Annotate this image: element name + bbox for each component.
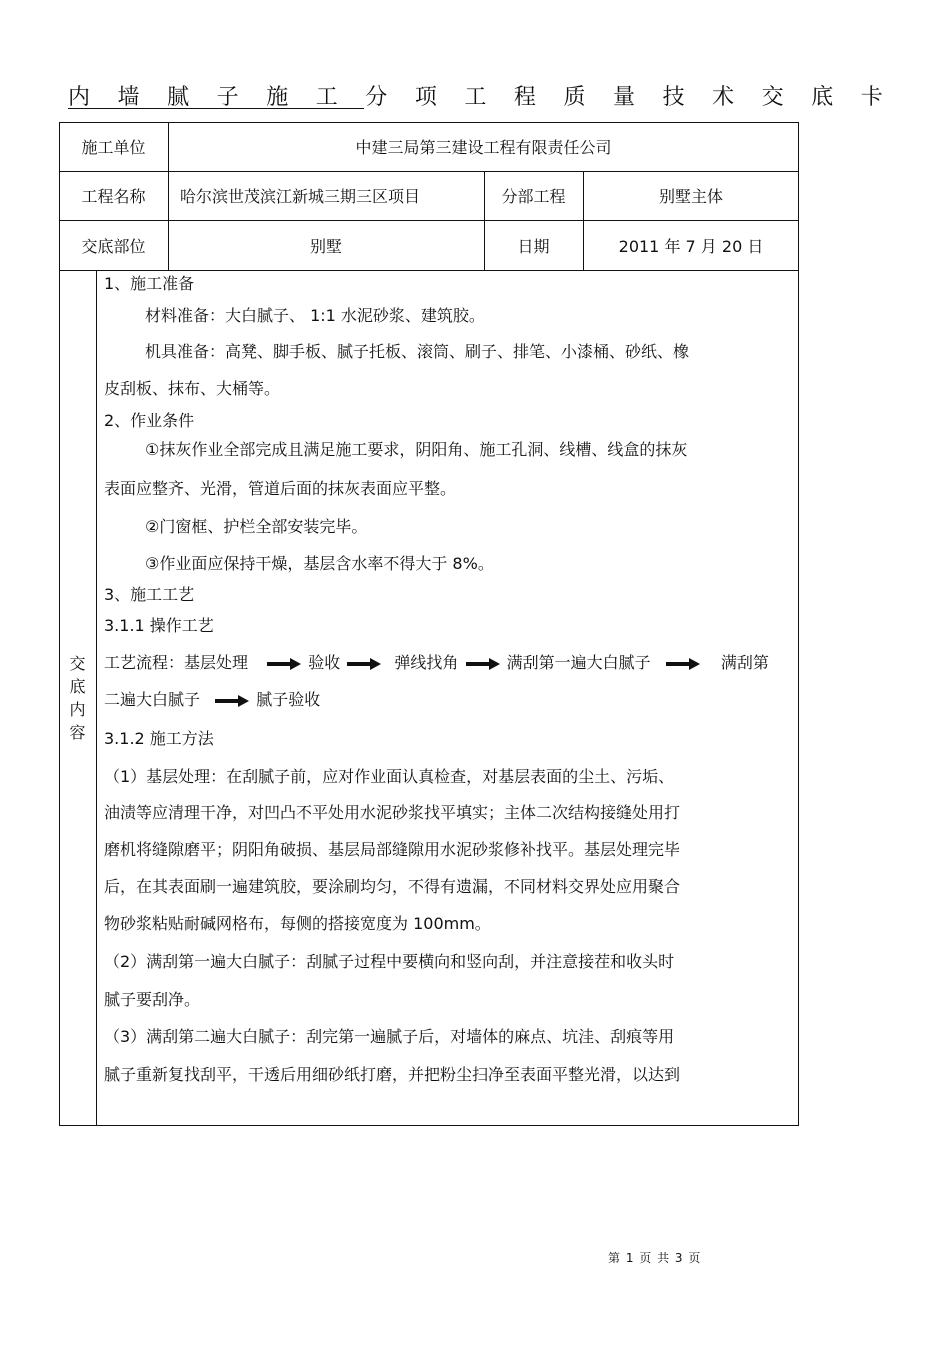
subsection-heading: 3.1.1 操作工艺 (104, 616, 214, 635)
paragraph-line: 皮刮板、抹布、大桶等。 (104, 379, 281, 398)
subsection-heading: 3.1.2 施工方法 (104, 729, 214, 748)
title-char: 项 (414, 84, 437, 110)
paragraph-line: ①抹灰作业全部完成且满足施工要求，阴阳角、施工孔洞、线槽、线盒的抹灰 (145, 440, 688, 459)
side-label-char: 内 (69, 700, 86, 719)
location-label: 交底部位 (81, 236, 146, 256)
title-char: 内 (68, 84, 91, 110)
process-flow-row (104, 688, 320, 712)
title-char: 工 (464, 84, 487, 110)
flow-step: 满刮第 (720, 653, 769, 672)
content-side-label (59, 652, 96, 744)
process-flow-row (104, 651, 769, 675)
title-char: 工 (315, 84, 338, 110)
title-char: 术 (712, 84, 735, 110)
subproject-value: 别墅主体 (658, 187, 723, 206)
title-char: 子 (216, 84, 239, 110)
arrow-right-icon (666, 658, 700, 670)
unit-label: 施工单位 (81, 138, 146, 157)
title-char: 量 (613, 84, 636, 110)
paragraph-line: 表面应整齐、光滑，管道后面的抹灰表面应平整。 (104, 479, 457, 498)
row-divider (59, 270, 799, 271)
title-char: 程 (513, 84, 536, 110)
title-underline (68, 108, 364, 109)
flow-step: 腻子验收 (256, 690, 321, 709)
title-char: 技 (662, 84, 685, 110)
column-divider (96, 270, 97, 1126)
paragraph-line: 物砂浆粘贴耐碱网格布，每侧的搭接宽度为 100mm。 (104, 914, 491, 933)
arrow-right-icon (267, 658, 301, 670)
paragraph-line: 腻子要刮净。 (104, 990, 201, 1009)
paragraph-line: 磨机将缝隙磨平；阴阳角破损、基层局部缝隙用水泥砂浆修补找平。基层处理完毕 (104, 840, 681, 859)
title-char: 交 (761, 84, 784, 110)
flow-step: 工艺流程：基层处理 (104, 653, 249, 672)
title-char: 分 (365, 84, 388, 110)
paragraph-line: 机具准备：高凳、脚手板、腻子托板、滚筒、刷子、排笔、小漆桶、砂纸、橡 (145, 342, 690, 361)
paragraph-line: （3）满刮第二遍大白腻子：刮完第一遍腻子后，对墙体的麻点、坑洼、刮痕等用 (104, 1027, 675, 1046)
project-value: 哈尔滨世茂滨江新城三期三区项目 (180, 187, 421, 206)
paragraph-line: 腻子重新复找刮平，干透后用细砂纸打磨，并把粉尘扫净至表面平整光滑，以达到 (104, 1065, 681, 1084)
location-value: 别墅 (309, 236, 342, 256)
side-label-char: 底 (69, 677, 86, 696)
paragraph-line: （1）基层处理：在刮腻子前，应对作业面认真检查，对基层表面的尘土、污垢、 (104, 767, 675, 786)
title-char: 墙 (117, 84, 140, 110)
side-label-char: 交 (69, 654, 86, 673)
title-char: 腻 (167, 84, 190, 110)
paragraph-line: （2）满刮第一遍大白腻子：刮腻子过程中要横向和竖向刮，并注意接茬和收头时 (104, 952, 675, 971)
title-char: 施 (266, 84, 289, 110)
arrow-right-icon (347, 658, 381, 670)
project-label: 工程名称 (81, 187, 146, 206)
title-char: 底 (811, 84, 834, 110)
unit-value: 中建三局第三建设工程有限责任公司 (355, 138, 612, 157)
page-number: 第 1 页 共 3 页 (608, 1251, 702, 1265)
paragraph-line: 材料准备：大白腻子、 1:1 水泥砂浆、建筑胶。 (145, 306, 485, 325)
subproject-label: 分部工程 (501, 187, 566, 206)
section-heading: 1、施工准备 (104, 274, 195, 293)
paragraph-line: 后，在其表面刷一遍建筑胶，要涂刷均匀，不得有遗漏，不同材料交界处应用聚合 (104, 877, 681, 896)
flow-step: 二遍大白腻子 (104, 690, 201, 709)
date-label: 日期 (517, 236, 550, 256)
paragraph-line: ③作业面应保持干燥，基层含水率不得大于 8%。 (145, 554, 494, 573)
document-title (68, 80, 883, 110)
flow-step: 满刮第一遍大白腻子 (506, 653, 651, 672)
flow-step: 验收 (308, 653, 341, 672)
arrow-right-icon (466, 658, 500, 670)
date-value: 2011 年 7 月 20 日 (618, 236, 764, 256)
title-char: 质 (563, 84, 586, 110)
side-label-char: 容 (69, 723, 86, 742)
arrow-right-icon (215, 695, 249, 707)
section-heading: 2、作业条件 (104, 411, 195, 430)
title-char: 卡 (860, 84, 883, 110)
paragraph-line: 油渍等应清理干净，对凹凸不平处用水泥砂浆找平填实；主体二次结构接缝处用打 (104, 803, 681, 822)
section-heading: 3、施工工艺 (104, 585, 195, 604)
paragraph-line: ②门窗框、护栏全部安装完毕。 (145, 517, 368, 536)
flow-step: 弹线找角 (394, 653, 459, 672)
